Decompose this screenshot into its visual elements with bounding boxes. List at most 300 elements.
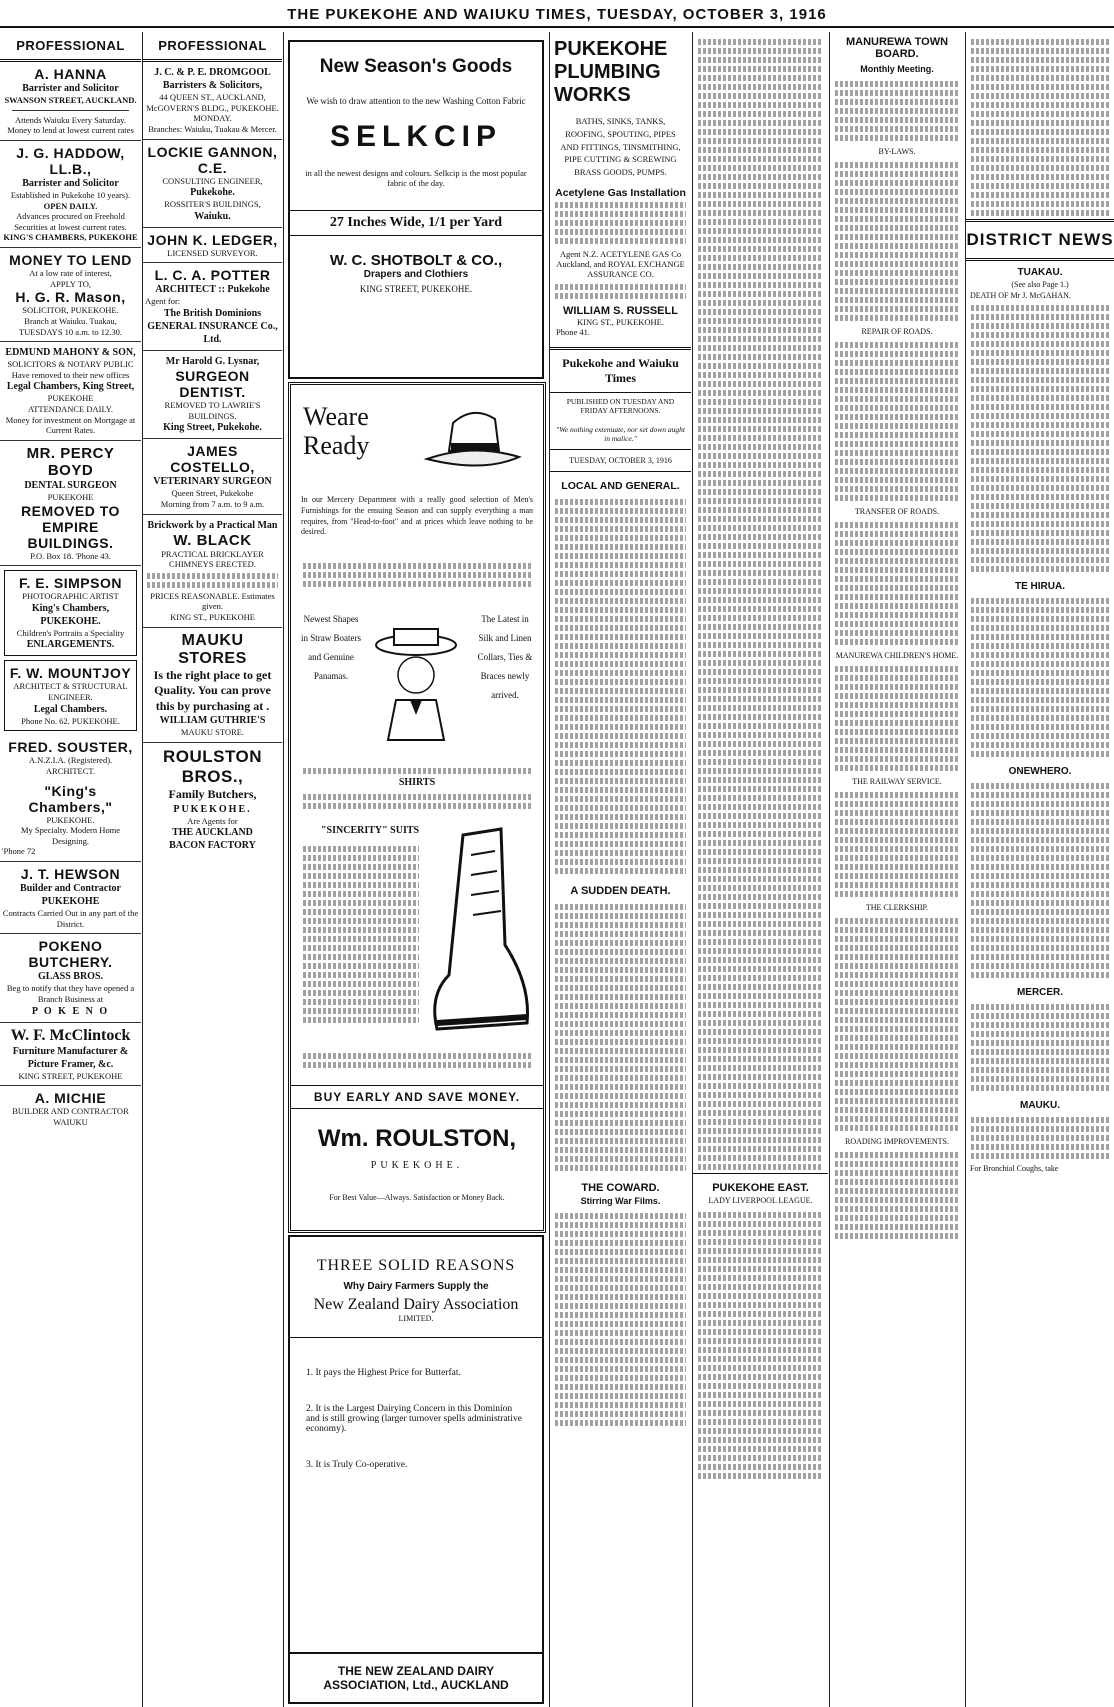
illegible-text-line bbox=[698, 1119, 823, 1125]
text-block bbox=[12, 110, 129, 111]
illegible-text-line bbox=[835, 675, 959, 681]
ad-mcclintock: W. F. McClintock Furniture Manufacturer & Picture Framer, &c. KING STREET, PUKEKOHE bbox=[0, 1023, 141, 1087]
illegible-text-line bbox=[835, 621, 959, 627]
illegible-text-line bbox=[835, 756, 959, 762]
illegible-text-line bbox=[835, 1008, 959, 1014]
illegible-text-line bbox=[698, 1020, 823, 1026]
illegible-text-line bbox=[555, 589, 686, 595]
illegible-text-line bbox=[835, 603, 959, 609]
illegible-text-line bbox=[835, 216, 959, 222]
illegible-text-line bbox=[835, 873, 959, 879]
illegible-text-line bbox=[555, 679, 686, 685]
illegible-text-line bbox=[698, 624, 823, 630]
illegible-text-line bbox=[971, 192, 1109, 198]
illegible-text-line bbox=[698, 444, 823, 450]
illegible-text-line bbox=[971, 494, 1109, 500]
illegible-text-line bbox=[698, 1164, 823, 1170]
illegible-text-line bbox=[835, 819, 959, 825]
illegible-text-line bbox=[698, 561, 823, 567]
illegible-text-line bbox=[555, 661, 686, 667]
illegible-text-line bbox=[971, 75, 1109, 81]
illegible-text-line bbox=[303, 1017, 419, 1023]
illegible-text-line bbox=[835, 1179, 959, 1185]
illegible-text-line bbox=[698, 1065, 823, 1071]
illegible-text-line bbox=[698, 606, 823, 612]
illegible-text-line bbox=[698, 111, 823, 117]
illegible-text-line bbox=[835, 936, 959, 942]
illegible-text-line bbox=[555, 958, 686, 964]
illegible-text-line bbox=[555, 760, 686, 766]
illegible-text-line bbox=[555, 1039, 686, 1045]
illegible-text-line bbox=[698, 795, 823, 801]
illegible-text-line bbox=[698, 642, 823, 648]
illegible-text-line bbox=[835, 495, 959, 501]
column-district-news: DISTRICT NEWS TUAKAU. (See also Page 1.) DEATH OF Mr J. McGAHAN. TE HIRUA. ONEWHERO. MERCER. MAUKU. For Bronchial Coughs, take bbox=[966, 32, 1114, 1707]
illegible-text-line bbox=[698, 822, 823, 828]
illegible-text-line bbox=[698, 183, 823, 189]
illegible-text-line bbox=[698, 570, 823, 576]
illegible-text-line bbox=[555, 508, 686, 514]
illegible-text-line bbox=[698, 1311, 823, 1317]
illegible-text-line bbox=[971, 485, 1109, 491]
illegible-text-line bbox=[698, 435, 823, 441]
illegible-text-line bbox=[835, 837, 959, 843]
illegible-text-line bbox=[698, 1230, 823, 1236]
illegible-text-line bbox=[971, 1153, 1109, 1159]
illegible-text-line bbox=[835, 135, 959, 141]
illegible-text-line bbox=[835, 927, 959, 933]
illegible-text-line bbox=[698, 831, 823, 837]
illegible-text-line bbox=[698, 39, 823, 45]
illegible-text-line bbox=[971, 598, 1109, 604]
illegible-text-line bbox=[555, 922, 686, 928]
illegible-text-line bbox=[555, 1348, 686, 1354]
illegible-text-line bbox=[835, 243, 959, 249]
illegible-text-line bbox=[698, 930, 823, 936]
illegible-text-line bbox=[698, 453, 823, 459]
ad-hanna: A. HANNA Barrister and Solicitor SWANSON STREET, AUCKLAND. Attends Waiuku Every Saturday. Money to lend at lowest current rates bbox=[0, 62, 141, 141]
illegible-text-line bbox=[835, 432, 959, 438]
illegible-text-line bbox=[555, 562, 686, 568]
illegible-text-line bbox=[555, 202, 686, 208]
illegible-text-line bbox=[698, 858, 823, 864]
illegible-text-line bbox=[555, 1411, 686, 1417]
illegible-text-line bbox=[971, 697, 1109, 703]
illegible-text-line bbox=[698, 939, 823, 945]
text-block bbox=[830, 1152, 964, 1239]
illegible-text-line bbox=[698, 615, 823, 621]
illegible-text-line bbox=[698, 1302, 823, 1308]
text-block bbox=[550, 499, 691, 874]
illegible-text-line bbox=[971, 688, 1109, 694]
illegible-text-line bbox=[555, 1003, 686, 1009]
illegible-text-line bbox=[698, 75, 823, 81]
illegible-text-line bbox=[835, 639, 959, 645]
illegible-text-line bbox=[698, 1101, 823, 1107]
illegible-text-line bbox=[835, 1107, 959, 1113]
illegible-text-line bbox=[835, 189, 959, 195]
illegible-text-line bbox=[303, 891, 419, 897]
illegible-text-line bbox=[835, 720, 959, 726]
illegible-text-line bbox=[971, 1117, 1109, 1123]
illegible-text-line bbox=[555, 931, 686, 937]
illegible-text-line bbox=[698, 705, 823, 711]
illegible-text-line bbox=[555, 994, 686, 1000]
illegible-text-line bbox=[835, 711, 959, 717]
illegible-text-line bbox=[835, 765, 959, 771]
illegible-text-line bbox=[835, 576, 959, 582]
illegible-text-line bbox=[698, 363, 823, 369]
illegible-text-line bbox=[698, 759, 823, 765]
illegible-text-line bbox=[835, 90, 959, 96]
illegible-text-line bbox=[835, 126, 959, 132]
illegible-text-line bbox=[555, 1420, 686, 1426]
text-block bbox=[693, 1212, 828, 1479]
illegible-text-line bbox=[555, 284, 686, 290]
illegible-text-line bbox=[835, 1044, 959, 1050]
illegible-text-line bbox=[303, 999, 419, 1005]
illegible-text-line bbox=[971, 557, 1109, 563]
illegible-text-line bbox=[835, 450, 959, 456]
illegible-text-line bbox=[698, 1212, 823, 1218]
text-block bbox=[830, 522, 964, 645]
illegible-text-line bbox=[555, 625, 686, 631]
illegible-text-line bbox=[698, 1275, 823, 1281]
text-block bbox=[966, 32, 1114, 216]
illegible-text-line bbox=[555, 652, 686, 658]
illegible-text-line bbox=[555, 1375, 686, 1381]
illegible-text-line bbox=[835, 1206, 959, 1212]
illegible-text-line bbox=[555, 1240, 686, 1246]
illegible-text-line bbox=[971, 679, 1109, 685]
ad-simpson: F. E. SIMPSON PHOTOGRAPHIC ARTIST King's Chambers, PUKEKOHE. Children's Portraits a Speciality ENLARGEMENTS. bbox=[4, 570, 137, 656]
illegible-text-line bbox=[698, 1266, 823, 1272]
illegible-text-line bbox=[303, 864, 419, 870]
illegible-text-line bbox=[835, 747, 959, 753]
illegible-text-line bbox=[835, 540, 959, 546]
illegible-text-line bbox=[971, 129, 1109, 135]
illegible-text-line bbox=[555, 814, 686, 820]
illegible-text-line bbox=[698, 129, 823, 135]
illegible-text-line bbox=[971, 512, 1109, 518]
illegible-text-line bbox=[835, 828, 959, 834]
illegible-text-line bbox=[835, 342, 959, 348]
illegible-text-line bbox=[555, 832, 686, 838]
illegible-text-line bbox=[835, 1161, 959, 1167]
ad-selkcip: New Season's Goods We wish to draw attention to the new Washing Cotton Fabric SELKCIP in all the newest designs and colours. Selkcip is the most popular fabric of the day. 27 Inches Wide, 1/1 per Yard W. C. SHOTBOLT & CO., Drapers and Clothiers KING STREET, PUKEKOHE. bbox=[288, 40, 544, 379]
illegible-text-line bbox=[698, 588, 823, 594]
illegible-text-line bbox=[971, 476, 1109, 482]
illegible-text-line bbox=[971, 1135, 1109, 1141]
illegible-text-line bbox=[698, 1446, 823, 1452]
illegible-text-line bbox=[555, 841, 686, 847]
illegible-text-line bbox=[971, 927, 1109, 933]
illegible-text-line bbox=[698, 1401, 823, 1407]
illegible-text-line bbox=[303, 900, 419, 906]
illegible-text-line bbox=[971, 742, 1109, 748]
illegible-text-line bbox=[698, 1221, 823, 1227]
illegible-text-line bbox=[555, 733, 686, 739]
illegible-text-line bbox=[555, 1312, 686, 1318]
illegible-text-line bbox=[698, 1239, 823, 1245]
illegible-text-line bbox=[555, 616, 686, 622]
illegible-text-line bbox=[698, 147, 823, 153]
illegible-text-line bbox=[835, 918, 959, 924]
illegible-text-line bbox=[835, 1026, 959, 1032]
illegible-text-line bbox=[698, 273, 823, 279]
illegible-text-line bbox=[698, 57, 823, 63]
illegible-text-line bbox=[555, 1075, 686, 1081]
illegible-text-line bbox=[698, 813, 823, 819]
illegible-text-line bbox=[555, 1222, 686, 1228]
illegible-text-line bbox=[555, 598, 686, 604]
illegible-text-line bbox=[698, 1473, 823, 1479]
illegible-text-line bbox=[835, 270, 959, 276]
illegible-text-line bbox=[555, 1402, 686, 1408]
illegible-text-line bbox=[835, 108, 959, 114]
illegible-text-line bbox=[555, 1057, 686, 1063]
illegible-text-line bbox=[971, 120, 1109, 126]
illegible-text-line bbox=[971, 458, 1109, 464]
illegible-text-line bbox=[971, 111, 1109, 117]
masthead-title: THE PUKEKOHE AND WAIUKU TIMES, TUESDAY, OCTOBER 3, 1916 bbox=[287, 6, 827, 23]
illegible-text-line bbox=[698, 732, 823, 738]
illegible-text-line bbox=[698, 579, 823, 585]
illegible-text-line bbox=[971, 566, 1109, 572]
illegible-text-line bbox=[698, 156, 823, 162]
illegible-text-line bbox=[555, 1285, 686, 1291]
illegible-text-line bbox=[555, 1276, 686, 1282]
illegible-text-line bbox=[555, 769, 686, 775]
illegible-text-line bbox=[555, 571, 686, 577]
illegible-text-line bbox=[971, 733, 1109, 739]
illegible-text-line bbox=[698, 1029, 823, 1035]
illegible-text-line bbox=[971, 183, 1109, 189]
illegible-text-line bbox=[698, 678, 823, 684]
illegible-text-line bbox=[835, 792, 959, 798]
illegible-text-line bbox=[698, 948, 823, 954]
illegible-text-line bbox=[835, 1053, 959, 1059]
column-heading: PROFESSIONAL bbox=[0, 32, 141, 62]
illegible-text-line bbox=[303, 1053, 531, 1059]
illegible-text-line bbox=[698, 1464, 823, 1470]
illegible-text-line bbox=[835, 1233, 959, 1239]
illegible-text-line bbox=[555, 293, 686, 299]
illegible-text-line bbox=[698, 1437, 823, 1443]
illegible-text-line bbox=[555, 1366, 686, 1372]
illegible-text-line bbox=[971, 539, 1109, 545]
text-block bbox=[830, 792, 964, 897]
illegible-text-line bbox=[698, 309, 823, 315]
illegible-text-line bbox=[835, 1080, 959, 1086]
illegible-text-line bbox=[971, 607, 1109, 613]
illegible-text-line bbox=[303, 855, 419, 861]
ad-gannon: LOCKIE GANNON, C.E. CONSULTING ENGINEER, Pukekohe. ROSSITER'S BUILDINGS, Waiuku. bbox=[143, 140, 282, 228]
text-block bbox=[550, 284, 691, 299]
illegible-text-line bbox=[555, 742, 686, 748]
illegible-text-line bbox=[971, 305, 1109, 311]
text-block bbox=[966, 305, 1114, 572]
illegible-text-line bbox=[555, 904, 686, 910]
illegible-text-line bbox=[971, 530, 1109, 536]
illegible-text-line bbox=[303, 803, 531, 809]
illegible-text-line bbox=[835, 1116, 959, 1122]
illegible-text-line bbox=[835, 522, 959, 528]
illegible-text-line bbox=[555, 1231, 686, 1237]
illegible-text-line bbox=[971, 377, 1109, 383]
illegible-text-line bbox=[835, 1152, 959, 1158]
illegible-text-line bbox=[698, 669, 823, 675]
illegible-text-line bbox=[555, 607, 686, 613]
illegible-text-line bbox=[698, 849, 823, 855]
illegible-text-line bbox=[698, 1137, 823, 1143]
illegible-text-line bbox=[971, 882, 1109, 888]
illegible-text-line bbox=[698, 327, 823, 333]
illegible-text-line bbox=[555, 643, 686, 649]
illegible-text-line bbox=[555, 1012, 686, 1018]
illegible-text-line bbox=[971, 323, 1109, 329]
illegible-text-line bbox=[555, 778, 686, 784]
illegible-text-line bbox=[303, 936, 419, 942]
illegible-text-line bbox=[698, 480, 823, 486]
illegible-text-line bbox=[971, 368, 1109, 374]
illegible-text-line bbox=[698, 912, 823, 918]
illegible-text-line bbox=[555, 1111, 686, 1117]
illegible-text-line bbox=[698, 1257, 823, 1263]
illegible-text-line bbox=[555, 220, 686, 226]
illegible-text-line bbox=[555, 670, 686, 676]
illegible-text-line bbox=[555, 967, 686, 973]
illegible-text-line bbox=[698, 372, 823, 378]
illegible-text-line bbox=[835, 945, 959, 951]
illegible-text-line bbox=[971, 102, 1109, 108]
ad-black-bricklayer: Brickwork by a Practical Man W. BLACK PRACTICAL BRICKLAYER CHIMNEYS ERECTED. PRICES REASONABLE. Estimates given. KING ST., PUKEKOHE bbox=[143, 515, 282, 628]
illegible-text-line bbox=[698, 93, 823, 99]
illegible-text-line bbox=[555, 715, 686, 721]
illegible-text-line bbox=[555, 1120, 686, 1126]
illegible-text-line bbox=[971, 819, 1109, 825]
column-manurewa: MANUREWA TOWN BOARD. Monthly Meeting. BY-LAWS. REPAIR OF ROADS. TRANSFER OF ROADS. MANUREWA CHILDREN'S HOME. THE RAILWAY SERVICE. THE CLERKSHIP. ROADING IMPROVEMENTS. bbox=[830, 32, 964, 1707]
illegible-text-line bbox=[835, 729, 959, 735]
illegible-text-line bbox=[555, 985, 686, 991]
illegible-text-line bbox=[835, 360, 959, 366]
illegible-text-line bbox=[698, 840, 823, 846]
illegible-text-line bbox=[971, 359, 1109, 365]
illegible-text-line bbox=[698, 1002, 823, 1008]
illegible-text-line bbox=[555, 553, 686, 559]
illegible-text-line bbox=[303, 945, 419, 951]
illegible-text-line bbox=[555, 940, 686, 946]
illegible-text-line bbox=[555, 229, 686, 235]
illegible-text-line bbox=[698, 1365, 823, 1371]
illegible-text-line bbox=[835, 1062, 959, 1068]
illegible-text-line bbox=[835, 1017, 959, 1023]
illegible-text-line bbox=[971, 503, 1109, 509]
illegible-text-line bbox=[698, 660, 823, 666]
illegible-text-line bbox=[303, 990, 419, 996]
illegible-text-line bbox=[971, 210, 1109, 216]
illegible-text-line bbox=[555, 1093, 686, 1099]
illegible-text-line bbox=[698, 876, 823, 882]
illegible-text-line bbox=[971, 783, 1109, 789]
illegible-text-line bbox=[698, 291, 823, 297]
illegible-text-line bbox=[303, 572, 531, 578]
illegible-text-line bbox=[971, 810, 1109, 816]
illegible-text-line bbox=[303, 794, 531, 800]
illegible-text-line bbox=[698, 210, 823, 216]
illegible-text-line bbox=[971, 350, 1109, 356]
illegible-text-line bbox=[303, 846, 419, 852]
illegible-text-line bbox=[698, 174, 823, 180]
illegible-text-line bbox=[698, 84, 823, 90]
illegible-text-line bbox=[555, 1249, 686, 1255]
illegible-text-line bbox=[835, 1098, 959, 1104]
illegible-text-line bbox=[698, 597, 823, 603]
illegible-text-line bbox=[835, 1089, 959, 1095]
illegible-text-line bbox=[835, 315, 959, 321]
illegible-text-line bbox=[971, 670, 1109, 676]
illegible-text-line bbox=[555, 1156, 686, 1162]
illegible-text-line bbox=[835, 549, 959, 555]
illegible-text-line bbox=[698, 282, 823, 288]
illegible-text-line bbox=[698, 1056, 823, 1062]
illegible-text-line bbox=[835, 630, 959, 636]
illegible-text-line bbox=[835, 585, 959, 591]
column-plumbing-local: PUKEKOHE PLUMBING WORKS BATHS, SINKS, TANKS, ROOFING, SPOUTING, PIPES AND FITTINGS, TINSMITHING, PIPE CUTTING & SCREWING BRASS GOODS, PUMPS. Acetylene Gas Installation Agent N.Z. ACETYLENE GAS Co Auckland, and ROYAL EXCHANGE ASSURANCE CO. WILLIAM S. RUSSELL KING ST., PUKEKOHE. Phone 41. Pukekohe and Waiuku Times PUBLISHED ON TUESDAY AND FRIDAY AFTERNOONS. "We nothing extenuate, nor set down aught in malice." TUESDAY, OCTOBER 3, 1916 LOCAL AND GENERAL. A SUDDEN DEATH. THE COWARD. Stirring War Films. bbox=[550, 32, 691, 1707]
illegible-text-line bbox=[835, 387, 959, 393]
text-block bbox=[966, 1117, 1114, 1159]
illegible-text-line bbox=[835, 198, 959, 204]
illegible-text-line bbox=[971, 1040, 1109, 1046]
illegible-text-line bbox=[835, 486, 959, 492]
illegible-text-line bbox=[698, 1011, 823, 1017]
illegible-text-line bbox=[971, 165, 1109, 171]
illegible-text-line bbox=[303, 954, 419, 960]
illegible-text-line bbox=[698, 300, 823, 306]
illegible-text-line bbox=[835, 801, 959, 807]
illegible-text-line bbox=[835, 693, 959, 699]
illegible-text-line bbox=[698, 498, 823, 504]
illegible-text-line bbox=[971, 643, 1109, 649]
illegible-text-line bbox=[555, 1303, 686, 1309]
illegible-text-line bbox=[971, 57, 1109, 63]
illegible-text-line bbox=[835, 351, 959, 357]
text-block bbox=[830, 342, 964, 501]
illegible-text-line bbox=[555, 697, 686, 703]
illegible-text-line bbox=[835, 279, 959, 285]
text-block bbox=[966, 783, 1114, 978]
illegible-text-line bbox=[303, 768, 531, 774]
illegible-text-line bbox=[555, 1129, 686, 1135]
text-block bbox=[966, 1004, 1114, 1091]
illegible-text-line bbox=[555, 499, 686, 505]
illegible-text-line bbox=[698, 228, 823, 234]
illegible-text-line bbox=[835, 558, 959, 564]
illegible-text-line bbox=[971, 413, 1109, 419]
illegible-text-line bbox=[698, 984, 823, 990]
illegible-text-line bbox=[698, 408, 823, 414]
illegible-text-line bbox=[698, 723, 823, 729]
ad-lysnar: Mr Harold G. Lysnar, SURGEON DENTIST. REMOVED TO LAWRIE'S BUILDINGS. King Street, Pukekohe. bbox=[143, 351, 282, 439]
illegible-text-line bbox=[698, 237, 823, 243]
illegible-text-line bbox=[303, 581, 531, 587]
illegible-text-line bbox=[698, 885, 823, 891]
illegible-text-line bbox=[698, 1428, 823, 1434]
illegible-text-line bbox=[555, 913, 686, 919]
illegible-text-line bbox=[971, 39, 1109, 45]
illegible-text-line bbox=[698, 489, 823, 495]
illegible-text-line bbox=[698, 1410, 823, 1416]
